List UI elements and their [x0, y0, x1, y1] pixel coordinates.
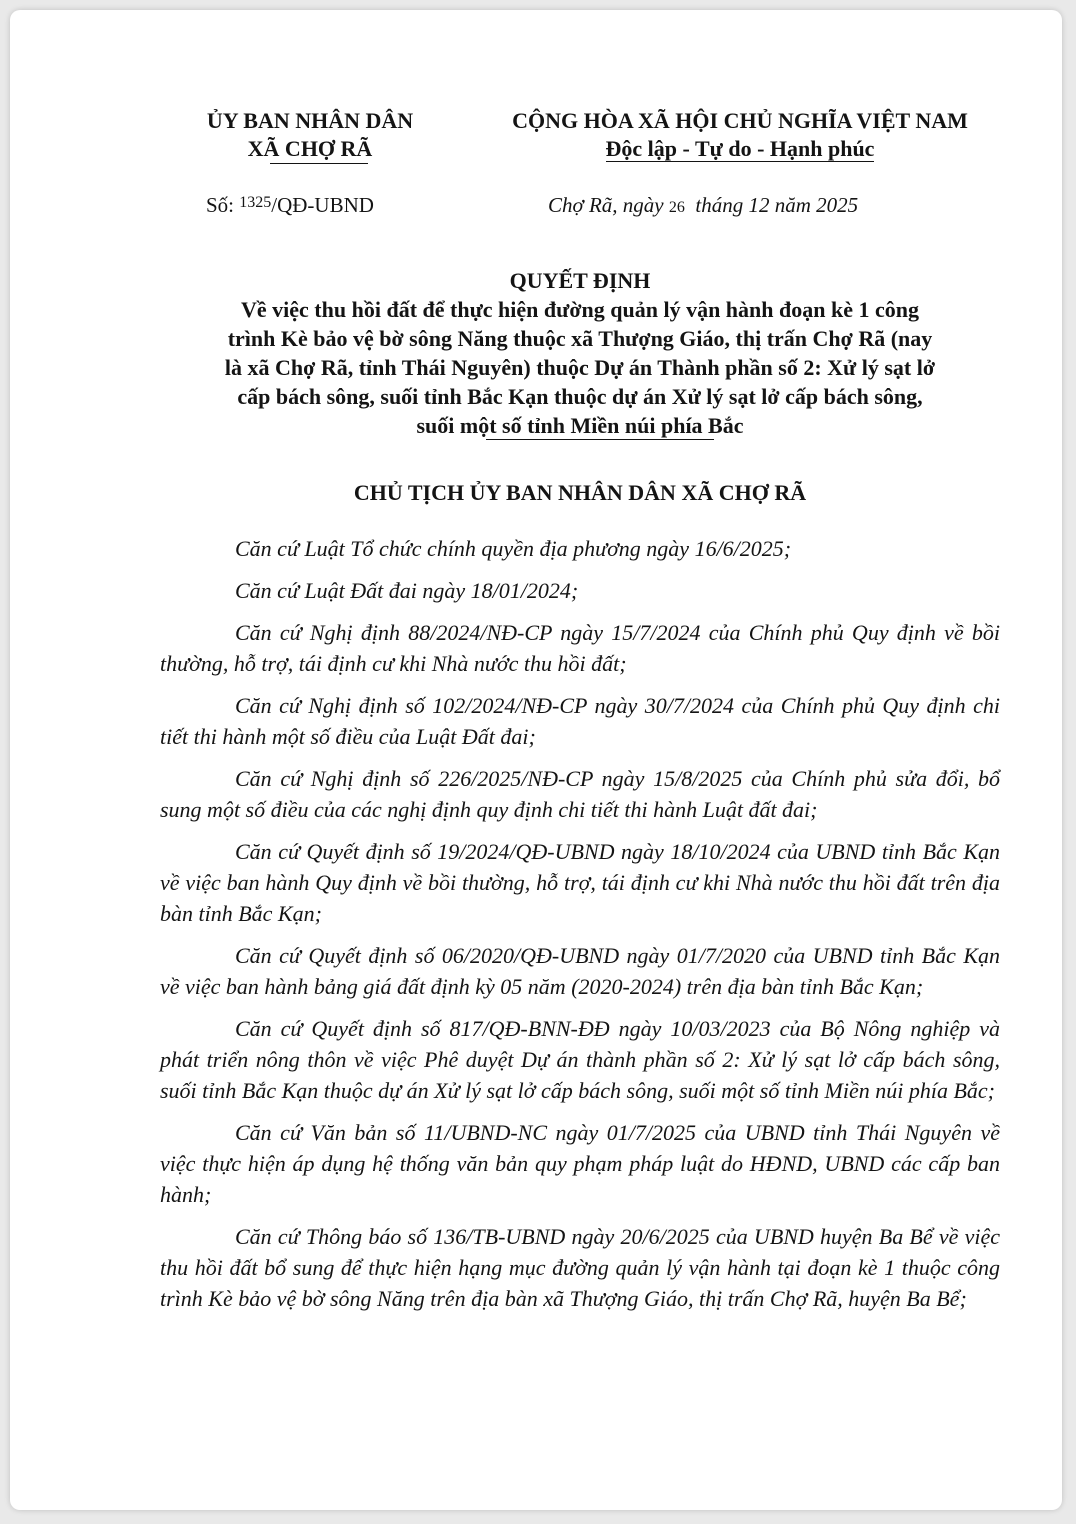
basis-paragraph: Căn cứ Văn bản số 11/UBND-NC ngày 01/7/2025 của UBND tỉnh Thái Nguyên về việc thực hiện áp dụng hệ thống văn bản quy phạm pháp luật do HĐND, UBND các cấp ban hành;	[160, 1120, 1000, 1207]
basis-paragraph: Căn cứ Quyết định số 19/2024/QĐ-UBND ngày 18/10/2024 của UBND tỉnh Bắc Kạn về việc ban hành Quy định về bồi thường, hỗ trợ, tái định cư khi Nhà nước thu hồi đất trên địa bàn tỉnh Bắc Kạn;	[160, 839, 1000, 926]
title-line-5: suối một số tỉnh Miền núi phía Bắc	[416, 413, 744, 438]
title-line-2: trình Kè bảo vệ bờ sông Năng thuộc xã Thượng Giáo, thị trấn Chợ Rã (nay	[227, 326, 933, 351]
number-value: 1325	[239, 194, 272, 211]
date-prefix: Chợ Rã, ngày	[548, 193, 664, 217]
title-line-3: là xã Chợ Rã, tỉnh Thái Nguyên) thuộc Dự án Thành phần số 2: Xử lý sạt lở	[224, 355, 936, 380]
legal-basis	[160, 533, 1000, 1325]
number-prefix: Số:	[206, 193, 235, 217]
title-heading: QUYẾT ĐỊNH	[509, 268, 651, 293]
agency-line-1: ỦY BAN NHÂN DÂN	[206, 108, 414, 133]
date-suffix: tháng 12 năm 2025	[695, 193, 859, 217]
basis-paragraph: Căn cứ Nghị định số 102/2024/NĐ-CP ngày 30/7/2024 của Chính phủ Quy định chi tiết thi hành một số điều của Luật Đất đai;	[160, 693, 1000, 749]
document-number	[206, 193, 374, 218]
country-name: CỘNG HÒA XÃ HỘI CHỦ NGHĨA VIỆT NAM	[512, 108, 968, 133]
motto: Độc lập - Tự do - Hạnh phúc	[605, 136, 875, 161]
basis-paragraph: Căn cứ Quyết định số 06/2020/QĐ-UBND ngày 01/7/2020 của UBND tỉnh Bắc Kạn về việc ban hành bảng giá đất định kỳ 05 năm (2020-2024) trên địa bàn tỉnh Bắc Kạn;	[160, 943, 1000, 999]
date-day: 26	[668, 199, 685, 216]
title-line-4: cấp bách sông, suối tỉnh Bắc Kạn thuộc dự án Xử lý sạt lở cấp bách sông,	[237, 384, 923, 409]
national-motto	[480, 107, 1000, 163]
authority-heading: CHỦ TỊCH ỦY BAN NHÂN DÂN XÃ CHỢ RÃ	[353, 480, 807, 505]
document-page	[10, 10, 1062, 1510]
document-date	[548, 193, 858, 218]
issuing-agency	[180, 107, 440, 163]
basis-paragraph: Căn cứ Thông báo số 136/TB-UBND ngày 20/6/2025 của UBND huyện Ba Bể về việc thu hồi đất bổ sung để thực hiện hạng mục đường quản lý vận hành tại đoạn kè 1 thuộc công trình Kè bảo vệ bờ sông Năng trên địa bàn xã Thượng Giáo, thị trấn Chợ Rã, huyện Ba Bể;	[160, 1224, 1000, 1311]
decision-title	[160, 266, 1000, 440]
basis-paragraph: Căn cứ Nghị định 88/2024/NĐ-CP ngày 15/7/2024 của Chính phủ Quy định về bồi thường, hỗ trợ, tái định cư khi Nhà nước thu hồi đất;	[160, 620, 1000, 676]
number-suffix: /QĐ-UBND	[271, 193, 374, 217]
basis-paragraph: Căn cứ Luật Tổ chức chính quyền địa phương ngày 16/6/2025;	[235, 536, 792, 561]
basis-paragraph: Căn cứ Nghị định số 226/2025/NĐ-CP ngày 15/8/2025 của Chính phủ sửa đổi, bổ sung một số điều của các nghị định quy định chi tiết thi hành Luật đất đai;	[160, 766, 1000, 822]
basis-paragraph: Căn cứ Quyết định số 817/QĐ-BNN-ĐĐ ngày 10/03/2023 của Bộ Nông nghiệp và phát triển nông thôn về việc Phê duyệt Dự án thành phần số 2: Xử lý sạt lở cấp bách sông, suối tỉnh Bắc Kạn thuộc dự án Xử lý sạt lở cấp bách sông, suối một số tỉnh Miền núi phía Bắc;	[160, 1016, 1000, 1103]
agency-line-2: XÃ CHỢ RÃ	[247, 136, 373, 161]
title-line-1: Về việc thu hồi đất để thực hiện đường quản lý vận hành đoạn kè 1 công	[241, 297, 919, 322]
basis-paragraph: Căn cứ Luật Đất đai ngày 18/01/2024;	[235, 578, 579, 603]
